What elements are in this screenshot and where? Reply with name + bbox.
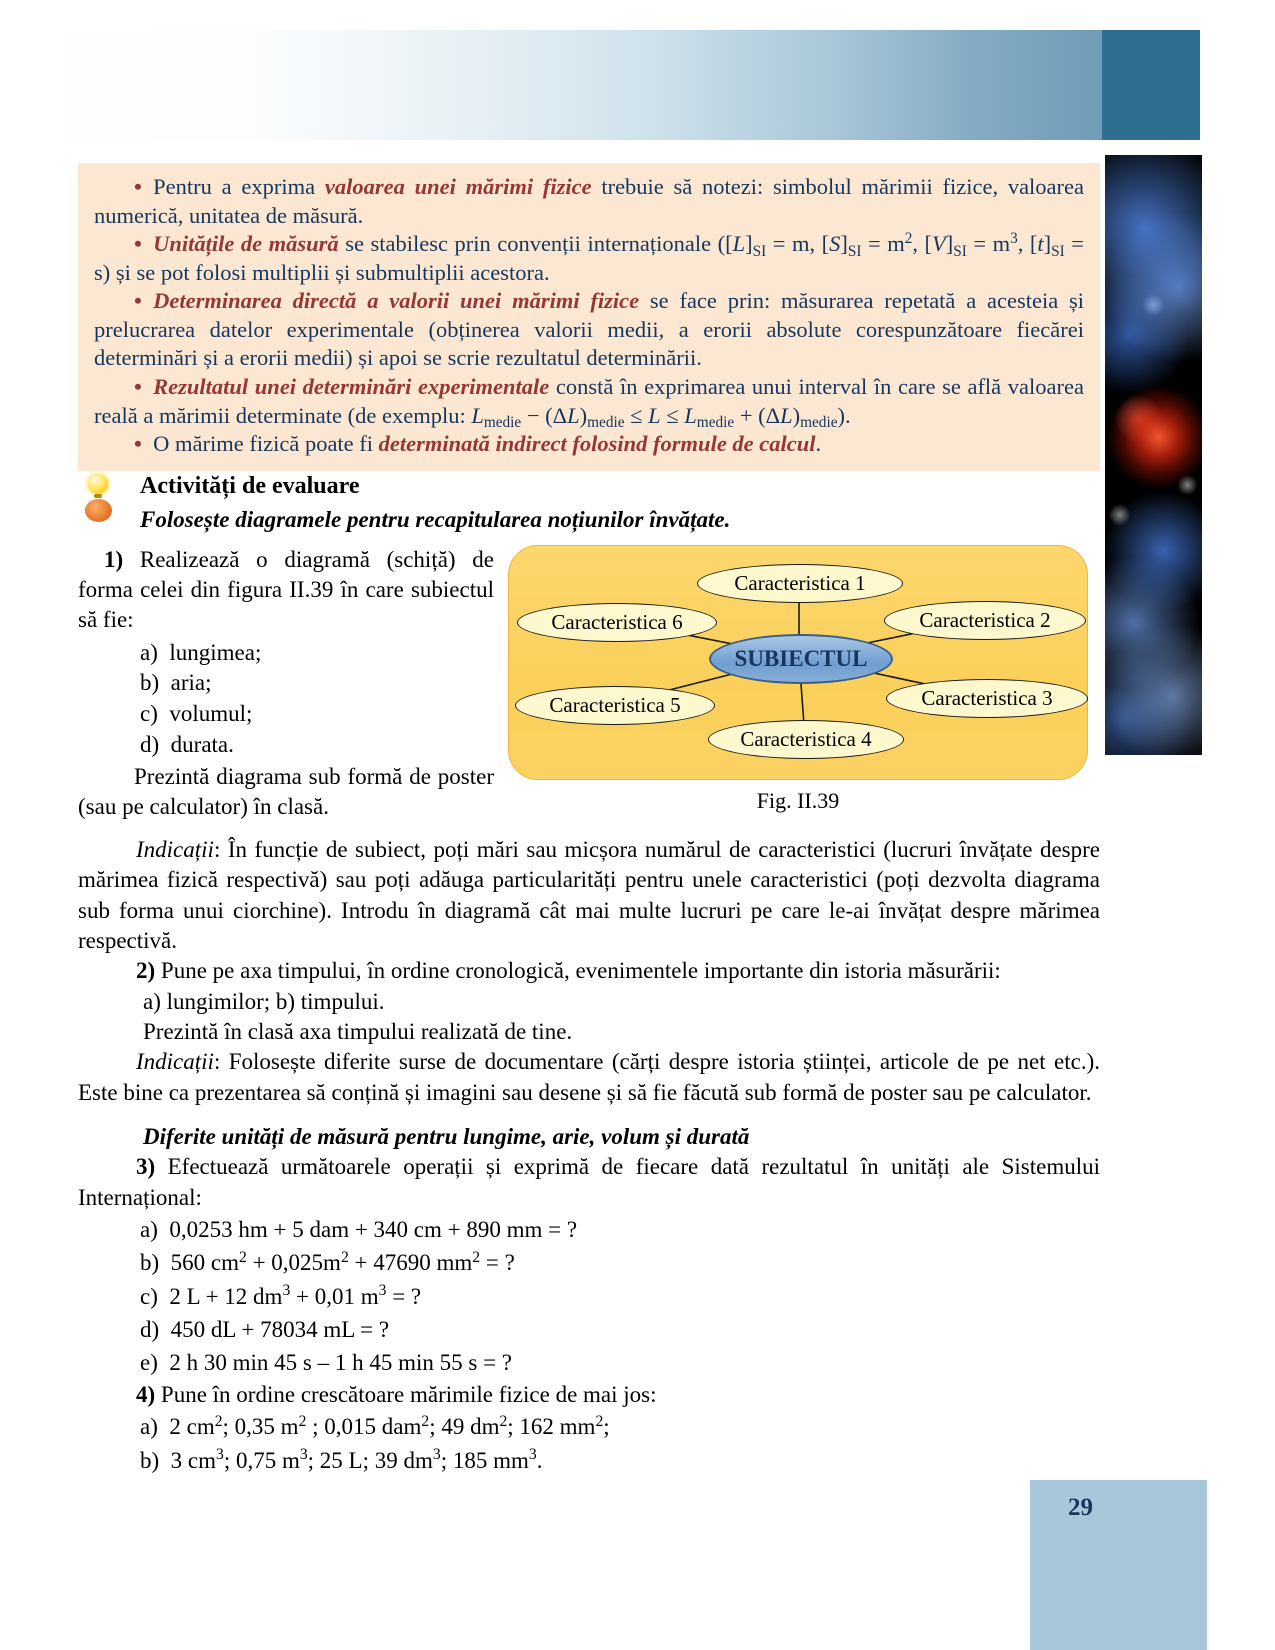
- info-bullet: • Pentru a exprima valoarea unei mărimi fizice trebuie să notezi: simbolul mărimii fizice, valoarea numerică, unitatea de măsură.: [94, 174, 1085, 228]
- lightbulb-icon: [81, 474, 115, 524]
- exercise-1-note: Prezintă diagrama sub formă de poster (sau pe calculator) în clasă.: [78, 764, 494, 820]
- exercise-1-intro: 1) Realizează o diagramă (schiță) de forma celei din figura II.39 în care subiectul să fie:: [78, 546, 494, 633]
- exercise-4-intro: 4) Pune în ordine crescătoare mărimile fizice de mai jos:: [136, 1381, 657, 1407]
- info-bullet: • Unitățile de măsură se stabilesc prin convenții internaționale ($[L]_{SI} = m$, $[S]_{SI} = m^2$, $[V]_{SI} = m^3$, $[t]_{SI} = s$) și se pot folosi multiplii și submultiplii acestora.: [94, 229, 1084, 285]
- exercise-3-line-d: d) 450 dL + 78034 mL = ?: [140, 1317, 390, 1343]
- exercise-2-options: a) lungimilor; b) timpului.: [143, 988, 385, 1014]
- exercise-1-section: [78, 545, 1100, 823]
- diagram-node-caracteristica-3: Caracteristica 3: [886, 679, 1088, 718]
- exercise-1-option: b) aria;: [140, 670, 212, 696]
- exercise-3-line-e: e) 2 h 30 min 45 s – 1 h 45 min 55 s = ?: [140, 1350, 513, 1376]
- figure-caption: Fig. II.39: [756, 787, 840, 813]
- info-bullet: • Rezultatul unei determinări experimentale constă în exprimarea unui interval în care se află valoarea reală a mărimii determinate (de exemplu: $L_{medie} - (\Delta L)_{medie} \le L \le L_{medie} + (\Delta L)_{medie}$).: [94, 373, 1084, 432]
- diagram-node-caracteristica-1: Caracteristica 1: [697, 564, 903, 603]
- header-gradient-band: [15, 30, 1102, 140]
- paragraph-indications-2: Indicații: Folosește diferite surse de documentare (cărți despre istoria științei, articole de pe net etc.). Este bine ca prezentarea să conțină și imagini sau desene și să fie făcută sub formă de poster sau pe calculator.: [78, 1049, 1100, 1105]
- exercise-4-line-b: b) 3 $cm^3$; 0,75 $m^3$; 25 L; 39 $dm^3$; 185 $mm^3$.: [140, 1445, 543, 1473]
- info-bullet: • O mărime fizică poate fi determinată indirect folosind formule de calcul.: [134, 431, 822, 457]
- exercise-3-line-a: a) 0,0253 hm + 5 dam + 340 cm + 890 mm = ?: [140, 1217, 578, 1243]
- exercise-1-options: [78, 638, 494, 760]
- section-heading-units: Diferite unități de măsură pentru lungime, arie, volum și durată: [143, 1124, 750, 1150]
- main-content: [78, 472, 1100, 1477]
- exercise-1-text: [78, 545, 508, 823]
- page-number: 29: [1068, 1494, 1093, 1521]
- concept-diagram: [508, 545, 1088, 780]
- exercise-3-line-c: c) 2 L + 12 $dm^3 + 0,01$ $m^3$ = ?: [140, 1282, 422, 1309]
- exercise-3-intro: 3) Efectuează următoarele operații și exprimă de fiecare dată rezultatul în unități ale Sistemului Internațional:: [78, 1154, 1100, 1210]
- exercise-3-line-b: b) 560 $cm^2 + 0,025m^2 + 47690$ $mm^2$ = ?: [140, 1248, 515, 1276]
- exercise-1-option: d) durata.: [140, 731, 234, 757]
- atom-artwork-image: [1105, 155, 1202, 755]
- paragraph-indications-1: Indicații: În funcție de subiect, poți mări sau micșora numărul de caracteristici (lucruri învățate despre mărimea fizică respectivă) sau poți adăuga particularități pentru unele caracteristici (poți dezvolta diagrama sub forma unui ciorchine). Introdu în diagramă cât mai multe lucruri pe care le-ai învățat despre mărimea respectivă.: [78, 836, 1100, 953]
- exercise-4-line-a: a) 2 $cm^2$; 0,35 $m^2$ ; 0,015 dam$^2$; 49 $dm^2$; 162 $mm^2$;: [140, 1412, 610, 1440]
- diagram-node-caracteristica-4: Caracteristica 4: [708, 720, 904, 759]
- exercise-1-option: a) lungimea;: [140, 639, 262, 665]
- info-bullet: • Determinarea directă a valorii unei mărimi fizice se face prin: măsurarea repetată a acesteia și prelucrarea datelor experimentale (obținerea valorii medii, a erorii absolute corespunzătoare fiecărei determinări și a erorii medii) și apoi se scrie rezultatul determinării.: [94, 288, 1084, 371]
- activities-header: [78, 472, 1100, 535]
- figure-column: [508, 545, 1100, 823]
- diagram-node-caracteristica-2: Caracteristica 2: [884, 601, 1086, 640]
- diagram-node-caracteristica-5: Caracteristica 5: [515, 686, 715, 725]
- summary-info-box: [78, 163, 1100, 471]
- header-accent-square: [1102, 30, 1200, 140]
- exercise-2-intro: 2) Pune pe axa timpului, în ordine cronologică, evenimentele importante din istoria măsurării:: [136, 958, 1001, 984]
- exercise-2-note: Prezintă în clasă axa timpului realizată de tine.: [143, 1018, 573, 1044]
- exercise-1-option: c) volumul;: [140, 700, 253, 726]
- diagram-center-subject: SUBIECTUL: [709, 634, 893, 684]
- diagram-node-caracteristica-6: Caracteristica 6: [517, 603, 717, 642]
- activities-heading: Activități de evaluare: [140, 473, 360, 499]
- page-number-box: [1030, 1480, 1207, 1650]
- activities-subheading: Folosește diagramele pentru recapitularea noțiunilor învățate.: [140, 506, 731, 532]
